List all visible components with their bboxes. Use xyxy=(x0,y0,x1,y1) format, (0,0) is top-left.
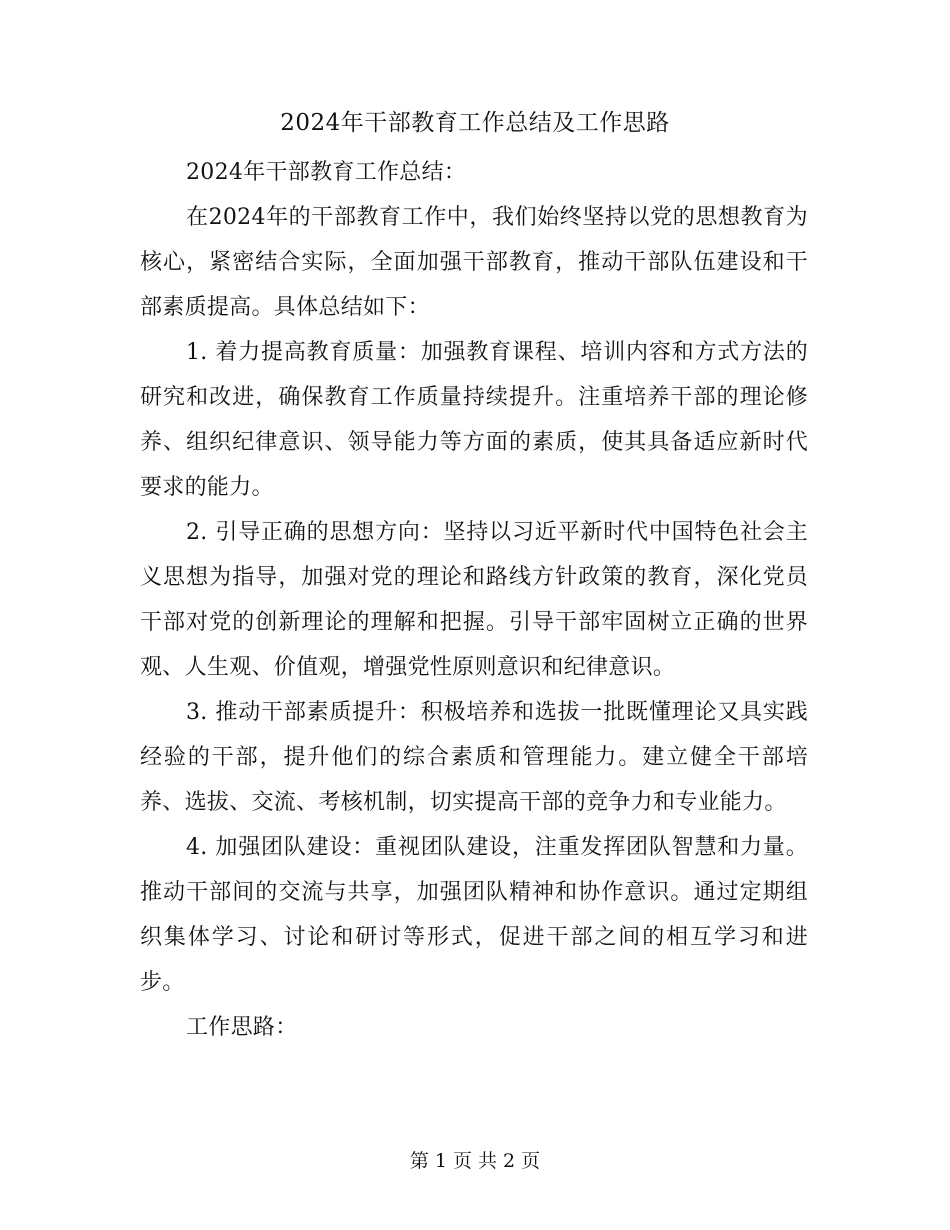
item-paragraph-1: 1. 着力提高教育质量：加强教育课程、培训内容和方式方法的研究和改进，确保教育工作质量持续提升。注重培养干部的理论修养、组织纪律意识、领导能力等方面的素质，使其具备适应新时代要求的能力。 xyxy=(140,340,808,500)
section-heading-ideas: 工作思路： xyxy=(186,1015,298,1040)
page-footer xyxy=(0,1146,950,1176)
section-heading-summary: 2024年干部教育工作总结： xyxy=(186,160,467,185)
item-paragraph-2: 2. 引导正确的思想方向：坚持以习近平新时代中国特色社会主义思想为指导，加强对党的理论和路线方针政策的教育，深化党员干部对党的创新理论的理解和把握。引导干部牢固树立正确的世界观、人生观、价值观，增强党性原则意识和纪律意识。 xyxy=(140,520,808,680)
item-paragraph-4: 4. 加强团队建设：重视团队建设，注重发挥团队智慧和力量。推动干部间的交流与共享，加强团队精神和协作意识。通过定期组织集体学习、讨论和研讨等形式，促进干部之间的相互学习和进步。 xyxy=(140,835,808,995)
intro-paragraph: 在2024年的干部教育工作中，我们始终坚持以党的思想教育为核心，紧密结合实际，全面加强干部教育，推动干部队伍建设和干部素质提高。具体总结如下： xyxy=(140,205,808,320)
document-body xyxy=(140,150,808,1050)
document-title: 2024年干部教育工作总结及工作思路 xyxy=(280,110,670,136)
page-number: 第 1 页 共 2 页 xyxy=(409,1150,541,1172)
item-paragraph-3: 3. 推动干部素质提升：积极培养和选拔一批既懂理论又具实践经验的干部，提升他们的综合素质和管理能力。建立健全干部培养、选拔、交流、考核机制，切实提高干部的竞争力和专业能力。 xyxy=(140,700,808,815)
